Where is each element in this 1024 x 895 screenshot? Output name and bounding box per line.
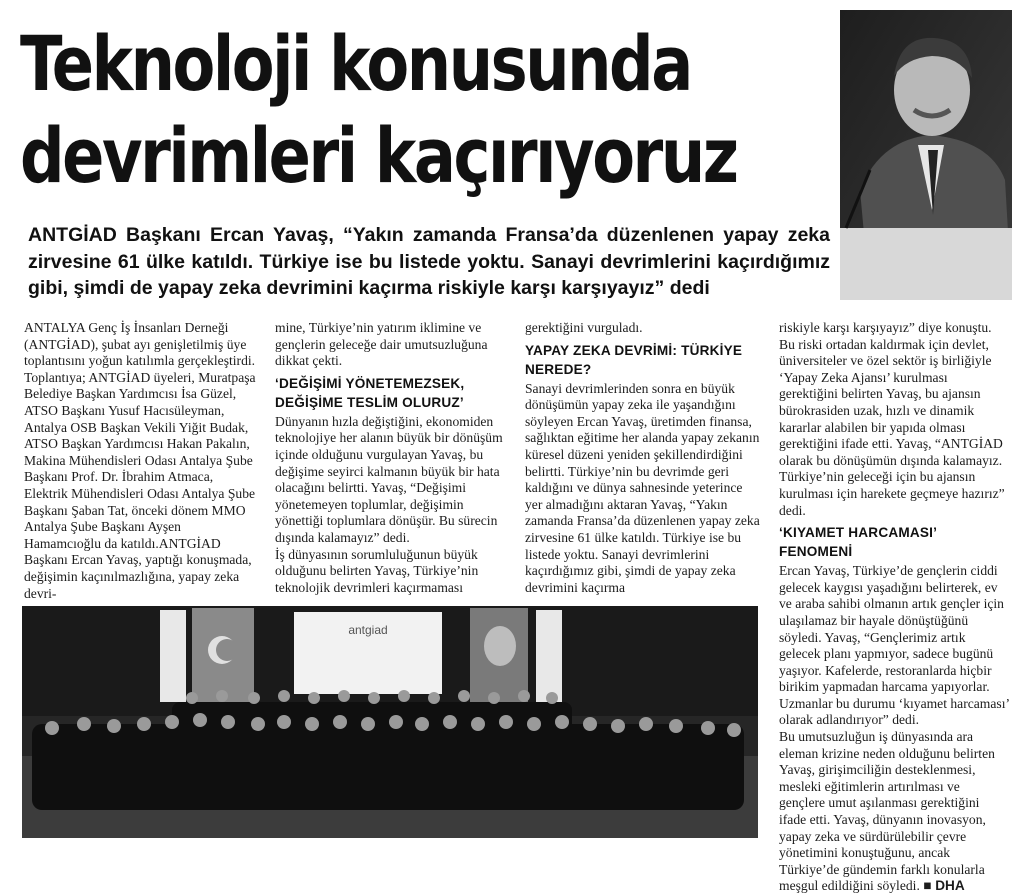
article-paragraph: riskiyle karşı karşıyayız” diye konuştu. Bu riski ortadan kaldırmak için devlet, üniversiteler ve özel sektör iş birliğiyle ‘Yapay Zeka Ajansı’ kurulması gerektiğini belirten Yavaş, bu ajansın bürokrasiden uzak, hızlı ve dinamik kararlar alabilen bir yapıda olması gerektiğini ifade etti. Yavaş, “ANTGİAD olarak bu dönüşümün dışında kalamayız. Türkiye’nin geleceği için bu ajansın kurulması için harekete geçmeye hazırız” dedi. bbox=[779, 320, 1005, 518]
subheading-yapay-zeka: YAPAY ZEKA DEVRİMİ: TÜRKİYE NEREDE? bbox=[525, 342, 743, 377]
article-paragraph bbox=[779, 729, 1009, 895]
byline-dha: ■ DHA bbox=[923, 878, 965, 894]
article-paragraph: Ercan Yavaş, Türkiye’de gençlerin ciddi gelecek kaygısı yaşadığını belirterek, ev ve araba sahibi olmanın artık gençler için ulaşılamaz bir hayale dönüştüğünü söyledi. Yavaş, “Gençlerimiz artık gelecek planı yapmıyor, sadece bugünü yaşıyor. Kafelerde, restoranlarda hiçbir birikim yapmadan harcama yapıyorlar. Uzmanlar bu durumu ‘kıyamet harcaması’ olarak adlandırıyor” dedi. bbox=[779, 563, 1009, 728]
subheading-degisim: ‘DEĞİŞİMİ YÖNETEMEZSEK, DEĞİŞİME TESLİM OLURUZ’ bbox=[275, 375, 465, 410]
headline-line-1: Teknoloji konusunda bbox=[20, 19, 691, 108]
article-paragraph: ANTALYA Genç İş İnsanları Derneği (ANTGİAD), şubat ayı genişletilmiş üye toplantısını yoğun katılımla gerçekleştirdi. Toplantıya; ANTGİAD üyeleri, Muratpaşa Belediye Başkan Yardımcısı İsa Güzel, ATSO Başkanı Yusuf Hacısüleyman, Antalya OSB Başkan Vekili Yiğit Budak, ATSO Başkan Yardımcısı Hakan Pakalın, Makina Mühendisleri Odası Antalya Şube Başkanı Prof. Dr. İbrahim Atmaca, Elektrik Mühendisleri Odası Antalya Şube Başkanı Şaban Tat, önceki dönem MMO Antalya Şube Başkanı Ayşen Hamamcıoğlu da katıldı.ANTGİAD Başkanı Ercan Yavaş, yaptığı konuşmada, değişimin kaçınılmazlığına, yapay zeka devri- bbox=[24, 320, 256, 601]
article-paragraph: İş dünyasının sorumluluğunun büyük olduğunu belirten Yavaş, Türkiye’nin teknolojik devrimleri kaçırmaması bbox=[275, 546, 479, 595]
deck-summary: ANTGİAD Başkanı Ercan Yavaş, “Yakın zamanda Fransa’da düzenlenen yapay zeka zirvesine 61 ülke katıldı. Türkiye ise bu listede yoktu. Sanayi devrimlerini kaçırdığımız gibi, şimdi de yapay zeka devrimini kaçırma riskiyle karşı karşıyayız” dedi bbox=[28, 224, 830, 299]
article-paragraph-text: Bu umutsuzluğun iş dünyasında ara eleman krizine neden olduğunu belirten Yavaş, girişimciliğin desteklenmesi, mesleki eğitimlerin artırılması ve gençlere umut aşılanması gerektiğini ifade etti. Yavaş, dünyanın inovasyon, yapay zeka ve sürdürülebilir çevre yönetimini konuştuğunu, ancak Türkiye’de gündemin farklı konularla meşgul edildiğini söyledi. bbox=[779, 729, 995, 894]
article-paragraph: mine, Türkiye’nin yatırım iklimine ve gençlerin geleceğe dair umutsuzluğuna dikkat çekti. bbox=[275, 320, 488, 369]
speaker-portrait bbox=[840, 10, 1012, 300]
group-photo-image bbox=[22, 606, 758, 838]
headline-line-2: devrimleri kaçırıyoruz bbox=[20, 111, 737, 200]
article-paragraph: Dünyanın hızla değiştiğini, ekonomiden teknolojiye her alanın büyük bir dönüşüm içinde olduğunu vurgulayan Yavaş, bu değişime seyirci kalmanın büyük bir hata olacağını belirtti. Yavaş, “Değişimi yönetemeyen toplumlar, değişimin yönettiği toplumlara dönüşür. Bu sürecin dışında kalamayız” dedi. bbox=[275, 413, 503, 545]
screen-logo-text: antgiad bbox=[348, 623, 388, 637]
subheading-kiyamet: ‘KIYAMET HARCAMASI’ FENOMENİ bbox=[779, 525, 937, 560]
group-photo bbox=[22, 606, 758, 838]
article-column-3 bbox=[525, 320, 761, 596]
article-column-4 bbox=[779, 320, 1009, 895]
article-column-1 bbox=[24, 320, 260, 602]
speaker-portrait-image bbox=[840, 10, 1012, 300]
article-column-2 bbox=[275, 320, 511, 596]
article-paragraph: gerektiğini vurguladı. bbox=[525, 320, 643, 335]
article-paragraph: Sanayi devrimlerinden sonra en büyük dönüşümün yapay zeka ile yaşandığını söyleyen Ercan Yavaş, üretimden finansa, sağlıktan eğitime her alanda yapay zekanın küresel düzeni yeniden şekillendirdiğini belirtti. Türkiye’nin bu devrimde geri kaldığını ve dünya sahnesinde yeterince yer almadığını aktaran Yavaş, “Yakın zamanda Fransa’da düzenlenen yapay zeka zirvesine 61 ülke katıldı. Türkiye ise bu listede yoktu. Sanayi devrimlerini kaçırdığımız gibi, şimdi de yapay zeka devrimini kaçırma bbox=[525, 380, 760, 595]
headline bbox=[20, 18, 737, 202]
